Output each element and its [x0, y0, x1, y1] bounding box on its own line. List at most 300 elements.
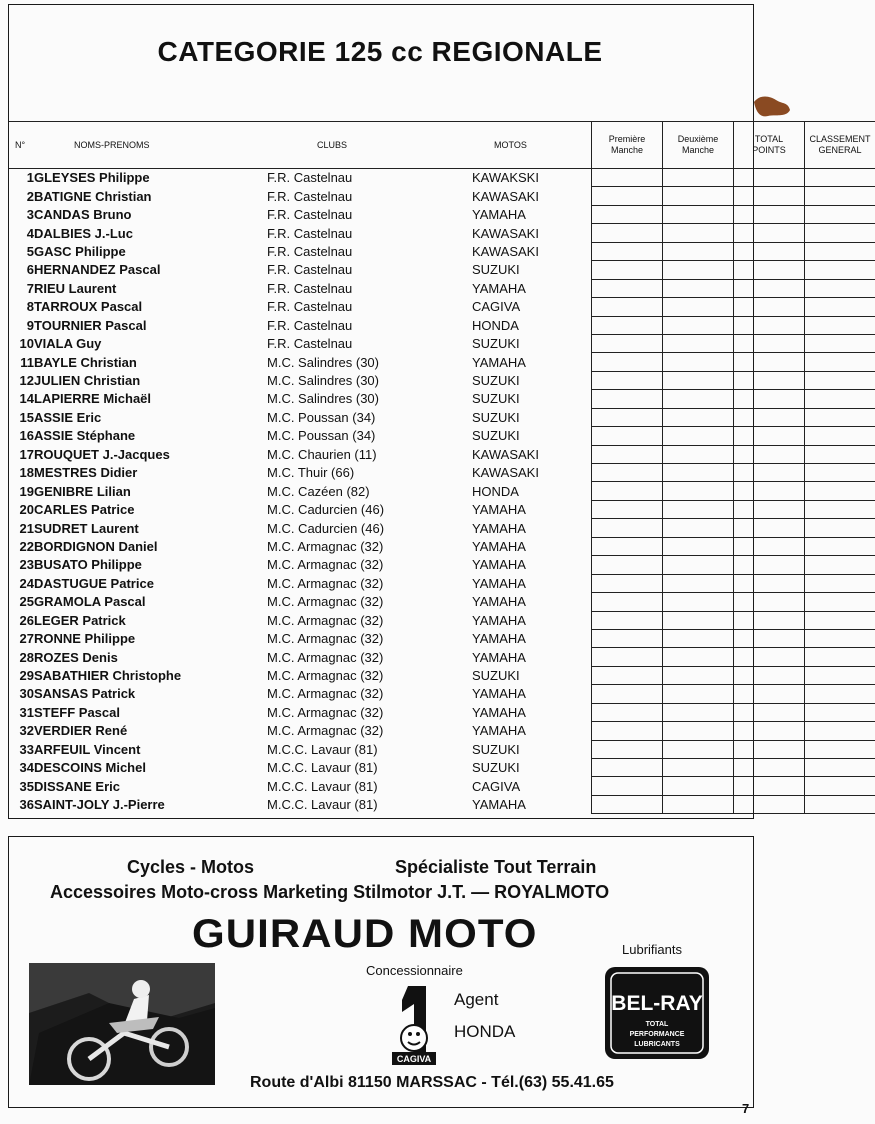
manche1-cell: [592, 482, 663, 500]
total-points-cell: [734, 722, 805, 740]
classement-cell: [805, 574, 875, 592]
classement-cell: [805, 169, 875, 187]
rider-club: F.R. Castelnau: [267, 225, 353, 241]
header-manche1-line2: Manche: [610, 145, 644, 155]
table-row: [9, 279, 875, 297]
rider-moto: KAWASAKI: [472, 446, 539, 462]
total-points-cell: [734, 427, 805, 445]
manche2-cell: [663, 371, 734, 389]
manche1-cell: [592, 648, 663, 666]
rider-moto: YAMAHA: [472, 520, 526, 536]
classement-cell: [805, 261, 875, 279]
manche2-cell: [663, 777, 734, 795]
classement-cell: [805, 298, 875, 316]
classement-cell: [805, 703, 875, 721]
table-row: [9, 224, 875, 242]
table-row: [9, 722, 875, 740]
manche1-cell: [592, 464, 663, 482]
belray-logo: [604, 966, 710, 1060]
table-row: [9, 242, 875, 260]
rider-number: 10: [19, 336, 34, 352]
table-row: [9, 298, 875, 316]
header-total-line2: POINTS: [752, 145, 786, 155]
rider-club: F.R. Castelnau: [267, 280, 353, 296]
manche1-cell: [592, 593, 663, 611]
classement-cell: [805, 279, 875, 297]
table-row: [9, 556, 875, 574]
rider-number: 16: [19, 428, 34, 444]
rider-name: RIEU Laurent: [34, 280, 117, 296]
rider-name: GASC Philippe: [34, 243, 126, 259]
table-row: [9, 334, 875, 352]
rider-club: F.R. Castelnau: [267, 317, 353, 333]
table-row: [9, 759, 875, 777]
manche1-cell: [592, 703, 663, 721]
rider-moto: YAMAHA: [472, 612, 526, 628]
header-manche2-line1: Deuxième: [677, 134, 719, 144]
table-row: [9, 427, 875, 445]
rider-name: GLEYSES Philippe: [34, 170, 150, 186]
table-row: [9, 187, 875, 205]
rider-number: 30: [19, 686, 34, 702]
table-row: [9, 316, 875, 334]
rider-number: 4: [26, 225, 34, 241]
header-name: NOMS-PRENOMS: [34, 122, 267, 169]
rider-number: 31: [19, 704, 34, 720]
rider-number: 18: [19, 465, 34, 481]
rider-number: 9: [26, 317, 34, 333]
table-row: [9, 666, 875, 684]
header-club: CLUBS: [267, 122, 472, 169]
total-points-cell: [734, 629, 805, 647]
rider-moto: SUZUKI: [472, 741, 520, 757]
table-row: [9, 169, 875, 187]
rider-moto: SUZUKI: [472, 760, 520, 776]
ad-services-text: Accessoires Moto-cross Marketing Stilmotor J.T. — ROYALMOTO: [50, 882, 610, 902]
manche1-cell: [592, 390, 663, 408]
rider-name: SANSAS Patrick: [34, 686, 136, 702]
rider-name: STEFF Pascal: [34, 704, 120, 720]
rider-name: ASSIE Stéphane: [34, 428, 136, 444]
rider-moto: YAMAHA: [472, 280, 526, 296]
total-points-cell: [734, 242, 805, 260]
rider-name: VERDIER René: [34, 723, 128, 739]
table-row: [9, 519, 875, 537]
rider-club: F.R. Castelnau: [267, 243, 353, 259]
classement-cell: [805, 316, 875, 334]
header-general-line2: GENERAL: [818, 145, 862, 155]
manche2-cell: [663, 464, 734, 482]
manche2-cell: [663, 685, 734, 703]
header-manche1-line1: Première: [608, 134, 646, 144]
rider-name: MESTRES Didier: [34, 465, 138, 481]
manche2-cell: [663, 187, 734, 205]
table-body: [9, 169, 875, 814]
ad-lubrifiants-label: Lubrifiants: [622, 942, 682, 957]
manche1-cell: [592, 519, 663, 537]
manche1-cell: [592, 334, 663, 352]
manche2-cell: [663, 759, 734, 777]
rider-club: M.C.C. Lavaur (81): [267, 741, 378, 757]
manche1-cell: [592, 759, 663, 777]
rider-number: 35: [19, 778, 34, 794]
belray-logo-name: BEL-RAY: [611, 992, 703, 1015]
rider-name: BUSATO Philippe: [34, 557, 142, 573]
ad-shop-text: Cycles - Motos: [127, 857, 255, 877]
classement-cell: [805, 408, 875, 426]
rider-number: 2: [26, 188, 34, 204]
manche2-cell: [663, 722, 734, 740]
rider-number: 34: [19, 760, 34, 776]
rider-number: 15: [19, 409, 34, 425]
manche2-cell: [663, 666, 734, 684]
table-row: [9, 629, 875, 647]
table-row: [9, 574, 875, 592]
belray-logo-line1: TOTAL: [645, 1021, 669, 1028]
rider-number: 12: [19, 373, 34, 389]
table-row: [9, 500, 875, 518]
classement-cell: [805, 629, 875, 647]
classement-cell: [805, 537, 875, 555]
rider-moto: KAWASAKI: [472, 225, 539, 241]
rider-name: SUDRET Laurent: [34, 520, 139, 536]
rider-club: M.C. Armagnac (32): [267, 594, 384, 610]
manche1-cell: [592, 298, 663, 316]
classement-cell: [805, 205, 875, 223]
rider-club: F.R. Castelnau: [267, 207, 353, 223]
manche2-cell: [663, 611, 734, 629]
rider-club: M.C. Chaurien (11): [267, 446, 377, 462]
rider-club: F.R. Castelnau: [267, 262, 353, 278]
total-points-cell: [734, 556, 805, 574]
rider-club: M.C. Salindres (30): [267, 391, 379, 407]
table-row: [9, 685, 875, 703]
rider-club: M.C.C. Lavaur (81): [267, 760, 378, 776]
table-row: [9, 408, 875, 426]
total-points-cell: [734, 740, 805, 758]
manche1-cell: [592, 666, 663, 684]
rider-moto: SUZUKI: [472, 668, 520, 684]
rider-moto: KAWASAKI: [472, 243, 539, 259]
rider-club: M.C. Armagnac (32): [267, 723, 384, 739]
manche2-cell: [663, 537, 734, 555]
classement-cell: [805, 371, 875, 389]
manche1-cell: [592, 556, 663, 574]
rider-number: 22: [19, 538, 34, 554]
rider-name: VIALA Guy: [34, 336, 102, 352]
total-points-cell: [734, 593, 805, 611]
results-table: [9, 121, 875, 814]
rider-name: ROZES Denis: [34, 649, 118, 665]
ad-agent-label: Agent: [454, 990, 499, 1009]
total-points-cell: [734, 574, 805, 592]
header-general: [805, 122, 875, 169]
header-moto: MOTOS: [472, 122, 592, 169]
classement-cell: [805, 759, 875, 777]
total-points-cell: [734, 464, 805, 482]
manche1-cell: [592, 740, 663, 758]
manche1-cell: [592, 371, 663, 389]
rider-number: 21: [19, 520, 34, 536]
manche2-cell: [663, 519, 734, 537]
classement-cell: [805, 224, 875, 242]
total-points-cell: [734, 795, 805, 813]
rider-club: M.C. Armagnac (32): [267, 668, 384, 684]
rider-number: 29: [19, 668, 34, 684]
manche2-cell: [663, 316, 734, 334]
table-row: [9, 445, 875, 463]
rider-moto: YAMAHA: [472, 207, 526, 223]
manche2-cell: [663, 353, 734, 371]
total-points-cell: [734, 279, 805, 297]
rider-number: 7: [26, 280, 34, 296]
classement-cell: [805, 464, 875, 482]
rider-moto: YAMAHA: [472, 538, 526, 554]
table-row: [9, 795, 875, 813]
rider-number: 32: [19, 723, 34, 739]
rider-name: LEGER Patrick: [34, 612, 126, 628]
rider-name: SABATHIER Christophe: [34, 668, 182, 684]
table-row: [9, 593, 875, 611]
manche2-cell: [663, 279, 734, 297]
manche2-cell: [663, 205, 734, 223]
rider-name: TOURNIER Pascal: [34, 317, 147, 333]
classement-cell: [805, 427, 875, 445]
classement-cell: [805, 353, 875, 371]
rider-club: F.R. Castelnau: [267, 299, 353, 315]
rider-number: 5: [26, 243, 34, 259]
total-points-cell: [734, 169, 805, 187]
rider-moto: HONDA: [472, 317, 519, 333]
total-points-cell: [734, 777, 805, 795]
classement-cell: [805, 445, 875, 463]
header-total-line1: TOTAL: [754, 134, 784, 144]
rider-club: M.C. Armagnac (32): [267, 704, 384, 720]
rider-number: 33: [19, 741, 34, 757]
classement-cell: [805, 648, 875, 666]
rider-name: BORDIGNON Daniel: [34, 538, 158, 554]
manche1-cell: [592, 205, 663, 223]
rider-name: HERNANDEZ Pascal: [34, 262, 161, 278]
classement-cell: [805, 187, 875, 205]
rider-name: LAPIERRE Michaël: [34, 391, 152, 407]
manche2-cell: [663, 334, 734, 352]
manche1-cell: [592, 795, 663, 813]
header-total: [734, 122, 805, 169]
rider-name: GENIBRE Lilian: [34, 483, 131, 499]
table-row: [9, 390, 875, 408]
rider-club: M.C. Cazéen (82): [267, 483, 370, 499]
manche2-cell: [663, 629, 734, 647]
classement-cell: [805, 242, 875, 260]
total-points-cell: [734, 205, 805, 223]
rider-moto: YAMAHA: [472, 723, 526, 739]
manche2-cell: [663, 482, 734, 500]
classement-cell: [805, 722, 875, 740]
rider-number: 23: [19, 557, 34, 573]
total-points-cell: [734, 445, 805, 463]
manche1-cell: [592, 574, 663, 592]
manche2-cell: [663, 169, 734, 187]
total-points-cell: [734, 261, 805, 279]
table-row: [9, 482, 875, 500]
table-row: [9, 205, 875, 223]
manche1-cell: [592, 242, 663, 260]
manche1-cell: [592, 353, 663, 371]
rider-name: RONNE Philippe: [34, 631, 136, 647]
paper-stain: [752, 92, 792, 120]
classement-cell: [805, 593, 875, 611]
manche2-cell: [663, 390, 734, 408]
total-points-cell: [734, 316, 805, 334]
table-row: [9, 703, 875, 721]
table-row: [9, 740, 875, 758]
table-header-row: [9, 122, 875, 169]
rider-moto: CAGIVA: [472, 299, 521, 315]
manche2-cell: [663, 740, 734, 758]
manche1-cell: [592, 187, 663, 205]
rider-number: 27: [19, 631, 34, 647]
manche2-cell: [663, 703, 734, 721]
rider-moto: SUZUKI: [472, 336, 520, 352]
manche2-cell: [663, 648, 734, 666]
manche2-cell: [663, 224, 734, 242]
rider-name: DALBIES J.-Luc: [34, 225, 133, 241]
total-points-cell: [734, 648, 805, 666]
classement-cell: [805, 611, 875, 629]
rider-name: ARFEUIL Vincent: [34, 741, 141, 757]
total-points-cell: [734, 187, 805, 205]
rider-club: M.C. Cadurcien (46): [267, 520, 385, 536]
rider-number: 36: [19, 797, 34, 813]
total-points-cell: [734, 685, 805, 703]
rider-club: M.C.C. Lavaur (81): [267, 778, 378, 794]
table-row: [9, 648, 875, 666]
manche1-cell: [592, 316, 663, 334]
rider-name: ASSIE Eric: [34, 409, 102, 425]
rider-moto: YAMAHA: [472, 575, 526, 591]
rider-club: F.R. Castelnau: [267, 336, 353, 352]
rider-number: 28: [19, 649, 34, 665]
rider-club: M.C. Armagnac (32): [267, 631, 384, 647]
manche1-cell: [592, 261, 663, 279]
rider-moto: YAMAHA: [472, 557, 526, 573]
classement-cell: [805, 795, 875, 813]
ad-honda-label: HONDA: [454, 1022, 516, 1041]
total-points-cell: [734, 759, 805, 777]
manche2-cell: [663, 574, 734, 592]
rider-number: 25: [19, 594, 34, 610]
manche2-cell: [663, 298, 734, 316]
header-num: N°: [9, 122, 34, 169]
page-number: 7: [742, 1101, 750, 1116]
rider-club: M.C. Armagnac (32): [267, 557, 384, 573]
classement-cell: [805, 390, 875, 408]
rider-club: M.C. Salindres (30): [267, 373, 379, 389]
table-row: [9, 611, 875, 629]
total-points-cell: [734, 353, 805, 371]
total-points-cell: [734, 703, 805, 721]
rider-name: BAYLE Christian: [34, 354, 137, 370]
rider-moto: SUZUKI: [472, 409, 520, 425]
manche2-cell: [663, 593, 734, 611]
classement-cell: [805, 666, 875, 684]
rider-number: 14: [19, 391, 34, 407]
header-manche2: [663, 122, 734, 169]
table-row: [9, 464, 875, 482]
rider-name: JULIEN Christian: [34, 373, 141, 389]
manche1-cell: [592, 685, 663, 703]
total-points-cell: [734, 519, 805, 537]
rider-number: 1: [26, 170, 34, 186]
rider-club: M.C. Armagnac (32): [267, 538, 384, 554]
rider-club: M.C. Armagnac (32): [267, 575, 384, 591]
table-row: [9, 777, 875, 795]
total-points-cell: [734, 611, 805, 629]
ad-concession-label: Concessionnaire: [366, 963, 463, 978]
rider-number: 24: [19, 575, 34, 591]
category-title: CATEGORIE 125 cc REGIONALE: [157, 36, 603, 67]
rider-moto: KAWASAKI: [472, 188, 539, 204]
rider-club: M.C.C. Lavaur (81): [267, 797, 378, 813]
rider-name: GRAMOLA Pascal: [34, 594, 146, 610]
rider-club: F.R. Castelnau: [267, 170, 353, 186]
rider-club: M.C. Armagnac (32): [267, 649, 384, 665]
manche1-cell: [592, 722, 663, 740]
rider-moto: CAGIVA: [472, 778, 521, 794]
rider-club: M.C. Armagnac (32): [267, 612, 384, 628]
manche1-cell: [592, 777, 663, 795]
classement-cell: [805, 556, 875, 574]
total-points-cell: [734, 224, 805, 242]
cagiva-logo: [384, 982, 444, 1068]
rider-club: M.C. Salindres (30): [267, 354, 379, 370]
classement-cell: [805, 685, 875, 703]
rider-moto: YAMAHA: [472, 704, 526, 720]
rider-moto: SUZUKI: [472, 373, 520, 389]
rider-moto: HONDA: [472, 483, 519, 499]
rider-moto: SUZUKI: [472, 262, 520, 278]
rider-name: CARLES Patrice: [34, 502, 135, 518]
manche1-cell: [592, 279, 663, 297]
rider-club: F.R. Castelnau: [267, 188, 353, 204]
table-row: [9, 371, 875, 389]
rider-moto: KAWAKSKI: [472, 170, 539, 186]
rider-name: TARROUX Pascal: [34, 299, 143, 315]
rider-number: 11: [20, 354, 34, 370]
rider-name: BATIGNE Christian: [34, 188, 152, 204]
manche2-cell: [663, 556, 734, 574]
manche1-cell: [592, 537, 663, 555]
rider-moto: YAMAHA: [472, 354, 526, 370]
rider-club: M.C. Armagnac (32): [267, 686, 384, 702]
rider-moto: YAMAHA: [472, 686, 526, 702]
total-points-cell: [734, 298, 805, 316]
classement-cell: [805, 482, 875, 500]
rider-club: M.C. Poussan (34): [267, 409, 376, 425]
rider-number: 6: [26, 262, 34, 278]
ad-address: Route d'Albi 81150 MARSSAC - Tél.(63) 55.41.65: [250, 1074, 614, 1091]
total-points-cell: [734, 666, 805, 684]
rider-number: 3: [26, 207, 34, 223]
manche2-cell: [663, 408, 734, 426]
rider-club: M.C. Thuir (66): [267, 465, 355, 481]
manche2-cell: [663, 445, 734, 463]
total-points-cell: [734, 537, 805, 555]
manche1-cell: [592, 629, 663, 647]
manche2-cell: [663, 795, 734, 813]
rider-club: M.C. Poussan (34): [267, 428, 376, 444]
